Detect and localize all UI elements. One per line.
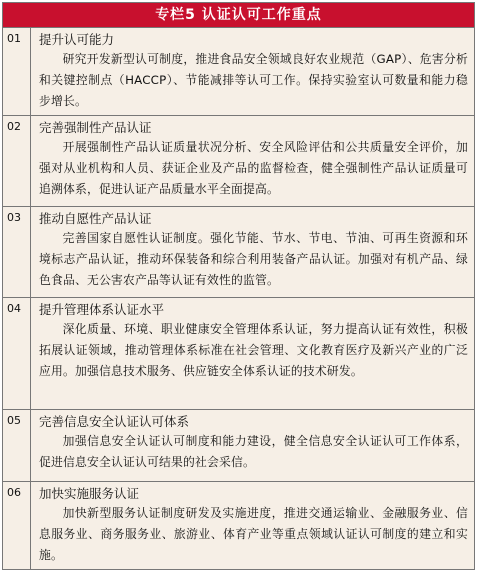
item-heading: 完善信息安全认证认可体系 <box>39 414 190 429</box>
item-body: 开展强制性产品认证质量状况分析、安全风险评估和公共质量安全评价，加强对从业机构和人员、获证企业及产品的监督检查，健全强制性产品认证质量可追溯体系，促进认证产品质量水平全面提高。 <box>39 140 468 196</box>
item-heading: 推动自愿性产品认证 <box>39 211 152 226</box>
column-box <box>2 2 475 570</box>
item-heading: 提升认可能力 <box>39 32 115 47</box>
item-row <box>3 481 474 569</box>
item-body: 深化质量、环境、职业健康安全管理体系认证，努力提高认证有效性，积极拓展认证领域，推动管理体系标准在社会管理、文化教育医疗及新兴产业的广泛应用。加强信息技术服务、供应链安全体系认证的技术研发。 <box>39 322 468 378</box>
item-heading: 加快实施服务认证 <box>39 486 140 501</box>
item-body: 研究开发新型认可制度，推进食品安全领域良好农业规范（GAP）、危害分析和关键控制点（HACCP）、节能减排等认可工作。保持实验室认可数量和能力稳步增长。 <box>39 52 468 108</box>
item-number: 05 <box>3 410 31 481</box>
item-row <box>3 206 474 297</box>
column-title: 专栏5 认证认可工作重点 <box>3 3 474 27</box>
item-number: 01 <box>3 28 31 115</box>
item-number: 06 <box>3 482 31 569</box>
item-body: 加快新型服务认证制度研发及实施进度，推进交通运输业、金融服务业、信息服务业、商务服务业、旅游业、体育产业等重点领域认证认可制度的建立和实施。 <box>39 506 468 562</box>
item-number: 03 <box>3 207 31 297</box>
item-body: 加强信息安全认证认可制度和能力建设，健全信息安全认证认可工作体系，促进信息安全认证认可结果的社会采信。 <box>39 434 468 469</box>
item-body: 完善国家自愿性认证制度。强化节能、节水、节电、节油、可再生资源和环境标志产品认证，推动环保装备和综合利用装备产品认证。加强对有机产品、绿色食品、无公害农产品等认证有效性的监管。 <box>39 231 468 287</box>
item-heading: 提升管理体系认证水平 <box>39 302 165 317</box>
item-row <box>3 409 474 481</box>
item-number: 04 <box>3 298 31 409</box>
item-number: 02 <box>3 116 31 206</box>
item-heading: 完善强制性产品认证 <box>39 120 152 135</box>
item-row <box>3 115 474 206</box>
item-row <box>3 297 474 409</box>
item-row <box>3 27 474 115</box>
